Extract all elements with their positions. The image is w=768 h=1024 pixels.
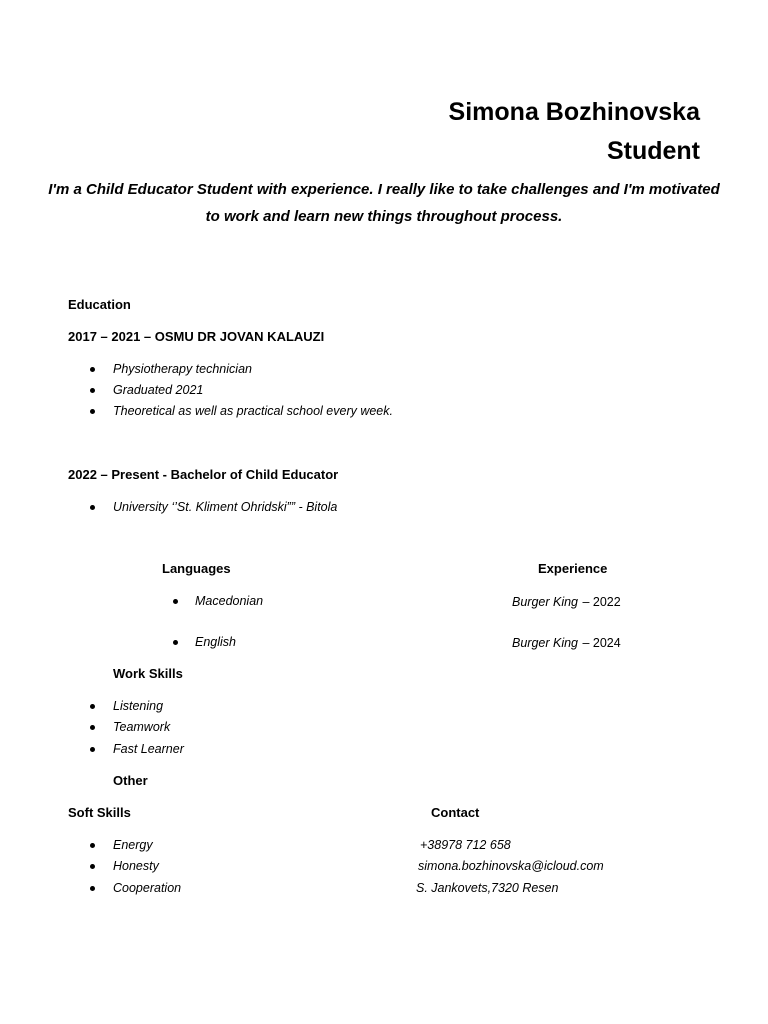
bullet-icon <box>90 505 95 510</box>
contact-heading: Contact <box>431 805 480 820</box>
soft-skill-item: Cooperation <box>113 881 182 895</box>
education-entry-1-item: Theoretical as well as practical school every week. <box>113 404 393 418</box>
resume-name: Simona Bozhinovska <box>448 98 700 126</box>
experience-place: Burger King <box>512 595 579 609</box>
bullet-icon <box>90 409 95 414</box>
intro-paragraph: I'm a Child Educator Student with experience. I really like to take challenges and I'm motivated to work and learn new things throughout process. <box>48 181 720 225</box>
bullet-icon <box>90 704 95 709</box>
bullet-icon <box>90 725 95 730</box>
experience-heading: Experience <box>538 561 608 576</box>
experience-item <box>512 634 621 652</box>
education-heading: Education <box>68 297 131 312</box>
education-entry-1-item: Graduated 2021 <box>113 383 204 397</box>
work-skill-item: Listening <box>113 699 164 713</box>
bullet-icon <box>90 747 95 752</box>
education-entry-1-title: 2017 – 2021 – OSMU DR JOVAN KALAUZI <box>68 329 325 344</box>
education-entry-1-item: Physiotherapy technician <box>113 362 252 376</box>
languages-heading: Languages <box>162 561 231 576</box>
resume-role: Student <box>606 137 700 165</box>
contact-address: S. Jankovets,7320 Resen <box>416 881 559 895</box>
bullet-icon <box>90 388 95 393</box>
experience-year: – 2024 <box>582 636 621 650</box>
soft-skill-item: Honesty <box>113 859 159 873</box>
experience-item <box>512 593 621 611</box>
bullet-icon <box>90 367 95 372</box>
work-skill-item: Fast Learner <box>113 742 184 756</box>
language-item: English <box>195 635 236 649</box>
work-skills-heading: Work Skills <box>113 666 183 681</box>
education-entry-2-title: 2022 – Present - Bachelor of Child Educator <box>68 467 339 482</box>
other-heading: Other <box>113 773 148 788</box>
bullet-icon <box>90 864 95 869</box>
bullet-icon <box>173 640 178 645</box>
contact-phone: +38978 712 658 <box>420 838 511 852</box>
experience-year: – 2022 <box>582 595 621 609</box>
work-skill-item: Teamwork <box>113 720 171 734</box>
soft-skill-item: Energy <box>113 838 153 852</box>
language-item: Macedonian <box>195 594 264 608</box>
bullet-icon <box>90 886 95 891</box>
bullet-icon <box>90 843 95 848</box>
experience-place: Burger King <box>512 636 579 650</box>
bullet-icon <box>173 599 178 604</box>
education-entry-2-item: University ‘’St. Kliment Ohridski”” - Bitola <box>113 500 338 514</box>
contact-email: simona.bozhinovska@icloud.com <box>418 859 604 873</box>
soft-skills-heading: Soft Skills <box>68 805 131 820</box>
